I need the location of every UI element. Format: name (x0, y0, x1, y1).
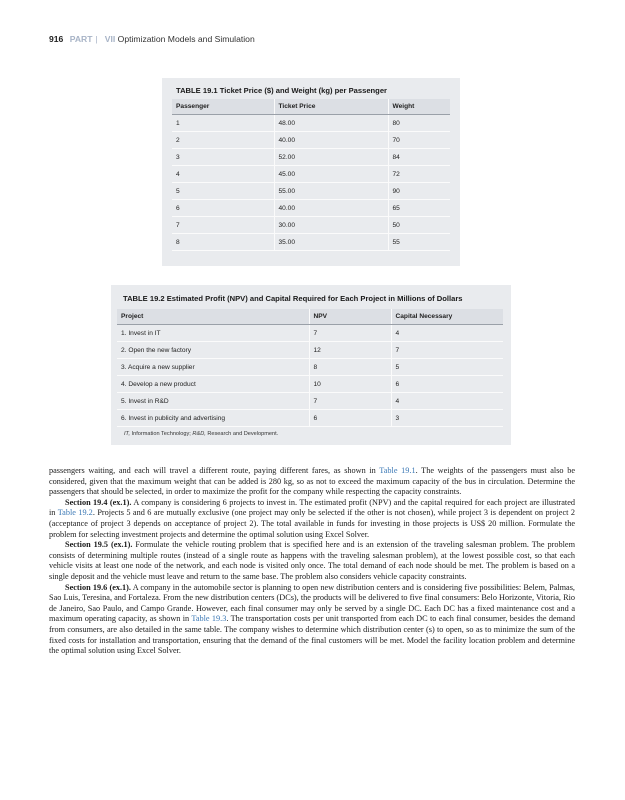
table-row (172, 234, 450, 251)
column-header: Capital Necessary (391, 309, 503, 325)
table-row (172, 132, 450, 149)
text-run: . The transportation costs per unit transported from each DC to each final consumer, besides the demand from consumers, are also detailed in the same table. The company wishes to determine which distribution center (s) to open, so as to minimize the sum of the fixed costs for installation and transportation, ensuring that the demand of the final customers will be met. Model the facility location problem and determine the optimal solution using Excel Solver. (49, 614, 575, 656)
table-cell: 5 (391, 359, 503, 376)
table-19-1 (162, 78, 460, 266)
table-cell: 84 (388, 149, 450, 166)
table-footnote (124, 431, 278, 437)
table-row (117, 410, 503, 427)
table-cell: 3 (391, 410, 503, 427)
table-row (172, 115, 450, 132)
column-header: NPV (309, 309, 391, 325)
table-cell: 35.00 (274, 234, 388, 251)
table-cell: 2. Open the new factory (117, 342, 309, 359)
table-cell: 3. Acquire a new supplier (117, 359, 309, 376)
table-cell: 4 (172, 166, 274, 183)
table-row (172, 200, 450, 217)
table-title: TABLE 19.2 Estimated Profit (NPV) and Capital Required for Each Project in Millions of Dollars (123, 294, 463, 303)
table-cell: 10 (309, 376, 391, 393)
table-cell: 48.00 (274, 115, 388, 132)
table-cell: 55 (388, 234, 450, 251)
table-row (117, 393, 503, 410)
table-link[interactable]: Table 19.1 (379, 466, 416, 475)
table-cell: 70 (388, 132, 450, 149)
table-row (117, 376, 503, 393)
paragraph (49, 540, 575, 582)
table-cell: 7 (391, 342, 503, 359)
exercise-label: Section 19.6 (ex.1). (65, 582, 131, 592)
table-cell: 1 (172, 115, 274, 132)
text-run: . The weights of the passengers must also be considered, given that the maximum weight that can be added is 280 kg, so as not to exceed the maximum capacity of the bus in circulation. Determine the passengers that should be selected, in order to maximize the profit for the company while respecting the capacity constraints. (49, 466, 575, 497)
table-cell: 6 (391, 376, 503, 393)
table-cell: 1. Invest in IT (117, 325, 309, 342)
table-cell: 40.00 (274, 132, 388, 149)
table-cell: 65 (388, 200, 450, 217)
part-title: Optimization Models and Simulation (117, 34, 255, 44)
table-cell: 4. Develop a new product (117, 376, 309, 393)
table-header-row (117, 309, 503, 325)
table-link[interactable]: Table 19.3 (191, 614, 227, 624)
text-run: . Projects 5 and 6 are mutually exclusive (one project may only be selected if the other is not chosen), while project 3 is dependent on project 2 (acceptance of project 3 depends on acceptance of project 2). The total available in funds for investing in those projects is US$ 20 million. Formulate the problem for selecting investment projects and determine the optimal solution using Excel Solver. (49, 508, 575, 539)
table-19-2 (111, 285, 511, 445)
body-text (49, 466, 575, 657)
paragraph (49, 498, 575, 540)
table-cell: 90 (388, 183, 450, 200)
table-row (172, 183, 450, 200)
table-cell: 30.00 (274, 217, 388, 234)
part-label: PART (69, 34, 93, 44)
table-cell: 6. Invest in publicity and advertising (117, 410, 309, 427)
table-cell: 80 (388, 115, 450, 132)
table-row (117, 359, 503, 376)
column-header: Project (117, 309, 309, 325)
text-run: Formulate the vehicle routing problem that is specified here and is an extension of the traveling salesman problem. The problem consists of determining multiple routes (instead of a single route as happens with the traveling salesman problem), at the lowest possible cost, so that each vehicle visits at least one node of the network, and each node is visited only once. The total demand of each node should be met. The problem is based on a single deposit and the vehicle must leave and return to the same base. The problem also considers vehicle capacity constraints. (49, 540, 575, 581)
text-run: passengers waiting, and each will travel a different route, paying different fares, as shown in (49, 466, 380, 475)
note-abbrev: R&D, (192, 431, 206, 437)
running-header (49, 34, 255, 44)
paragraph (49, 583, 575, 657)
table-cell: 5. Invest in R&D (117, 393, 309, 410)
data-table (172, 99, 450, 251)
table-link[interactable]: Table 19.2 (57, 508, 93, 518)
note-text: Information Technology; (130, 431, 193, 437)
column-header: Weight (388, 99, 450, 115)
table-cell: 55.00 (274, 183, 388, 200)
part-number: VII (104, 34, 116, 44)
exercise-label: Section 19.5 (ex.1). (65, 540, 133, 550)
table-row (117, 342, 503, 359)
exercise-label: Section 19.4 (ex.1). (65, 497, 132, 507)
table-cell: 8 (172, 234, 274, 251)
table-cell: 2 (172, 132, 274, 149)
header-separator: | (95, 34, 98, 44)
table-cell: 6 (172, 200, 274, 217)
column-header: Ticket Price (274, 99, 388, 115)
page-number: 916 (49, 34, 64, 44)
table-title: TABLE 19.1 Ticket Price ($) and Weight (kg) per Passenger (176, 86, 388, 95)
table-cell: 4 (391, 393, 503, 410)
table-cell: 8 (309, 359, 391, 376)
paragraph (49, 466, 575, 498)
table-header-row (172, 99, 450, 115)
data-table (117, 309, 503, 427)
table-cell: 5 (172, 183, 274, 200)
table-cell: 7 (309, 325, 391, 342)
table-cell: 52.00 (274, 149, 388, 166)
table-row (172, 149, 450, 166)
text-run: A company is considering 6 projects to invest in. The estimated profit (NPV) and the capital required for each project are illustrated in (49, 497, 575, 518)
table-cell: 4 (391, 325, 503, 342)
table-cell: 3 (172, 149, 274, 166)
note-abbrev: IT, (124, 431, 131, 437)
table-cell: 7 (172, 217, 274, 234)
table-row (117, 325, 503, 342)
table-cell: 12 (309, 342, 391, 359)
table-cell: 40.00 (274, 200, 388, 217)
table-cell: 7 (309, 393, 391, 410)
table-cell: 45.00 (274, 166, 388, 183)
table-cell: 50 (388, 217, 450, 234)
text-run: A company in the automobile sector is planning to open new distribution centers and is considering five possibilities: Belem, Palmas, Sao Luis, Teresina, and Fortaleza. From the new distribution centers (DCs), the products will be delivered to five final consumers: Belo Horizonte, Vitoria, Rio de Janeiro, Sao Paulo, and Campo Grande. However, each final consumer may only be served by a single DC. Each DC has a fixed maintenance cost and a maximum operating capacity, as shown in (49, 582, 575, 624)
column-header: Passenger (172, 99, 274, 115)
table-row (172, 166, 450, 183)
note-text: Research and Development. (205, 431, 279, 437)
table-cell: 72 (388, 166, 450, 183)
table-row (172, 217, 450, 234)
table-cell: 6 (309, 410, 391, 427)
